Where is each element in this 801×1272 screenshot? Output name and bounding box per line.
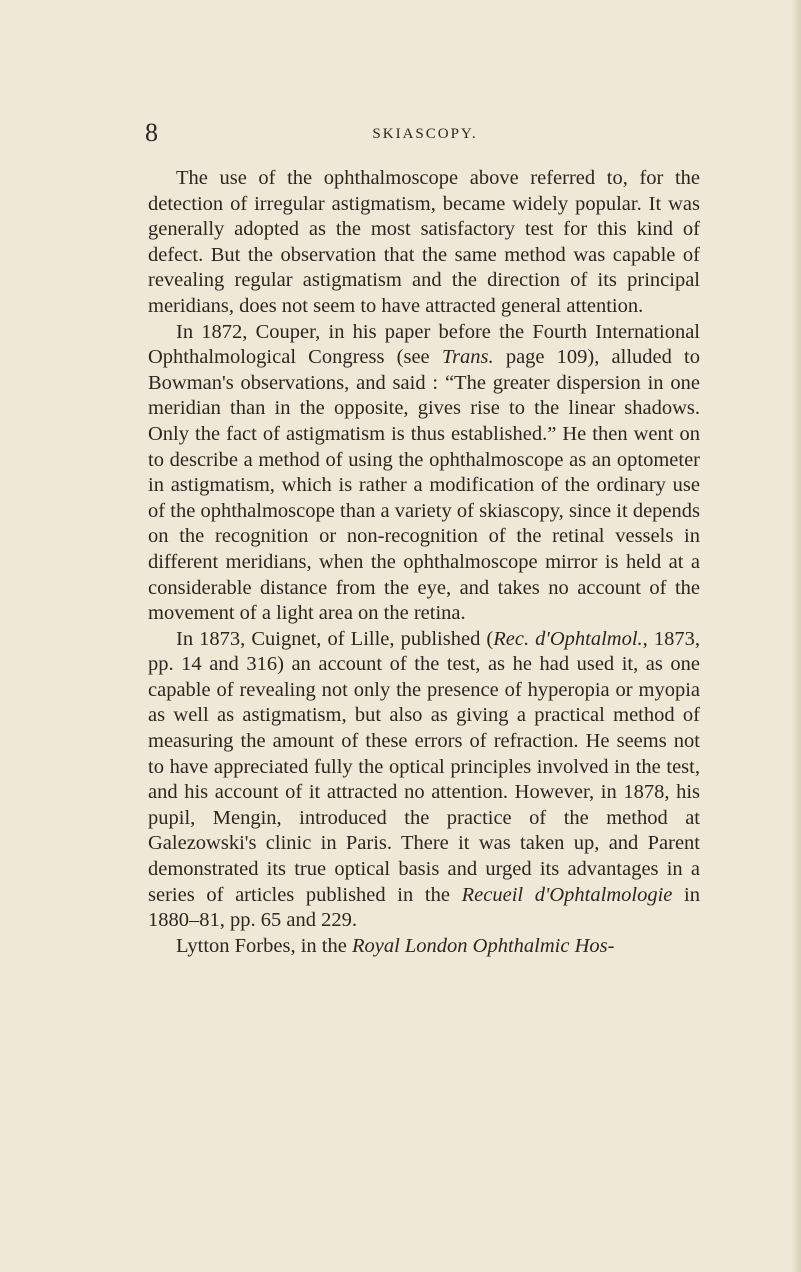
paragraph-4-text-a: Lytton Forbes, in the	[176, 934, 352, 957]
paragraph-1-text: The use of the ophthalmoscope above referred to, for the detection of irregular astigmatism, became widely popular. It was generally adopted as the most satisfactory test for this kind of defect. But the observation that the same method was capable of revealing regular astigmatism and the direction of its principal meridians, does not seem to have attracted general attention.	[148, 167, 700, 317]
page-header	[145, 118, 705, 148]
paragraph-2-text-b: page 109), alluded to Bowman's observations, and said : “The greater dispersion in one meridian than in the opposite, gives rise to the linear shadows. Only the fact of astigmatism is thus established.” He then went on to describe a method of using the ophthalmoscope as an optometer in astigmatism, which is rather a modification of the ordinary use of the ophthalmoscope than a variety of skiascopy, since it depends on the recognition or non-recognition of the retinal vessels in different meridians, when the ophthalmoscope mirror is held at a considerable distance from the eye, and takes no account of the movement of a light area on the retina.	[148, 346, 700, 625]
citation-trans: Trans.	[441, 346, 494, 369]
body-text	[148, 166, 700, 959]
paragraph-3-text-a: In 1873, Cuignet, of Lille, published (	[176, 627, 494, 650]
citation-rec-ophtalmol: Rec. d'Ophtalmol.	[493, 627, 643, 650]
citation-royal-london: Royal London Ophthalmic Hos-	[351, 934, 615, 957]
paragraph-2-text-a: In 1872, Couper, in his paper before the Fourth International Ophthalmological Congress (see	[148, 320, 700, 369]
citation-recueil: Recueil d'Ophtalmologie	[461, 883, 673, 906]
paragraph-4	[148, 934, 700, 960]
paragraph-3	[148, 627, 700, 934]
paragraph-3-text-c: in 1880–81, pp. 65 and 229.	[148, 883, 700, 932]
paragraph-3-text-b: , 1873, pp. 14 and 316) an account of the test, as he had used it, as one capable of revealing not only the presence of hyperopia or myopia as well as astigmatism, but also as giving a practical method of measuring the amount of these errors of refraction. He seems not to have appreciated fully the optical principles involved in the test, and his account of it attracted no attention. However, in 1878, his pupil, Mengin, introduced the practice of the method at Galezowski's clinic in Paris. There it was taken up, and Parent demonstrated its true optical basis and urged its advantages in a series of articles published in the	[148, 627, 700, 906]
page-edge-shadow	[791, 0, 801, 1272]
paragraph-2	[148, 320, 700, 627]
page-number: 8	[145, 118, 158, 147]
running-head: SKIASCOPY.	[372, 126, 478, 142]
paragraph-1	[148, 166, 700, 320]
